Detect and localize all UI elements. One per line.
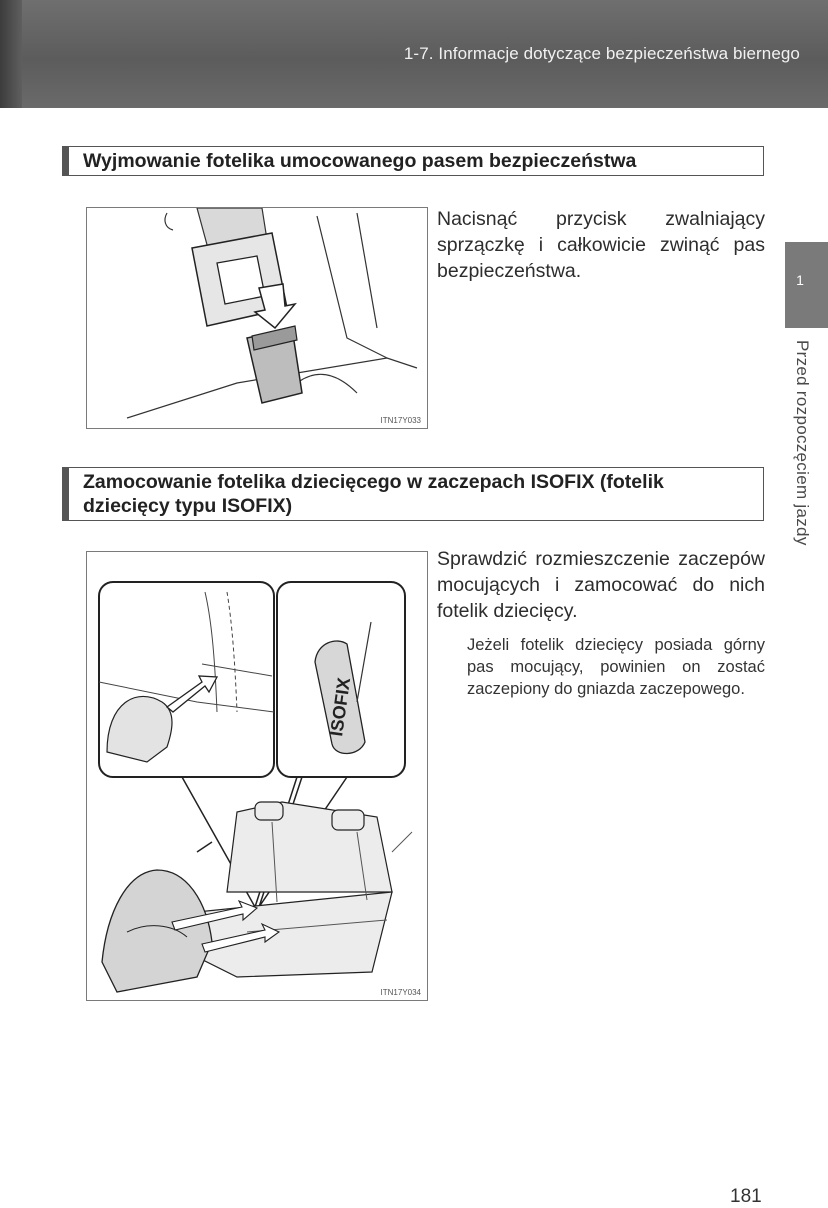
chapter-tab: [785, 242, 828, 328]
figure-isofix: [86, 551, 428, 1001]
instruction-isofix: Sprawdzić rozmieszczenie zaczepów mocujących i zamocować do nich fotelik dziecięcy.: [437, 548, 765, 622]
isofix-illustration: [87, 552, 427, 1000]
buckle-release-illustration: [87, 208, 427, 428]
note-top-tether: Jeżeli fotelik dziecięcy posiada górny pas mocujący, powinien on zostać zaczepiony do gniazda zaczepowego.: [467, 636, 765, 698]
figure-buckle-release: [86, 207, 428, 429]
chapter-side-label: Przed rozpoczęciem jazdy: [793, 340, 812, 546]
chapter-number: 1: [796, 272, 804, 288]
instruction-remove: Nacisnąć przycisk zwalniający sprzączkę i całkowicie zwinąć pas bezpieczeństwa.: [437, 208, 765, 282]
figure-code: ITN17Y034: [380, 988, 421, 997]
chapter-title: 1-7. Informacje dotyczące bezpieczeństwa biernego: [403, 44, 800, 63]
chapter-header-band: [0, 0, 828, 108]
isofix-tag-label: ISOFIX: [326, 676, 355, 738]
page-number: 181: [730, 1186, 762, 1207]
section-heading-remove-seat: Wyjmowanie fotelika umocowanego pasem bezpieczeństwa: [62, 146, 764, 176]
figure-code: ITN17Y033: [380, 416, 421, 425]
section-heading-isofix: Zamocowanie fotelika dziecięcego w zaczepach ISOFIX (fotelik dziecięcy typu ISOFIX): [62, 467, 764, 521]
